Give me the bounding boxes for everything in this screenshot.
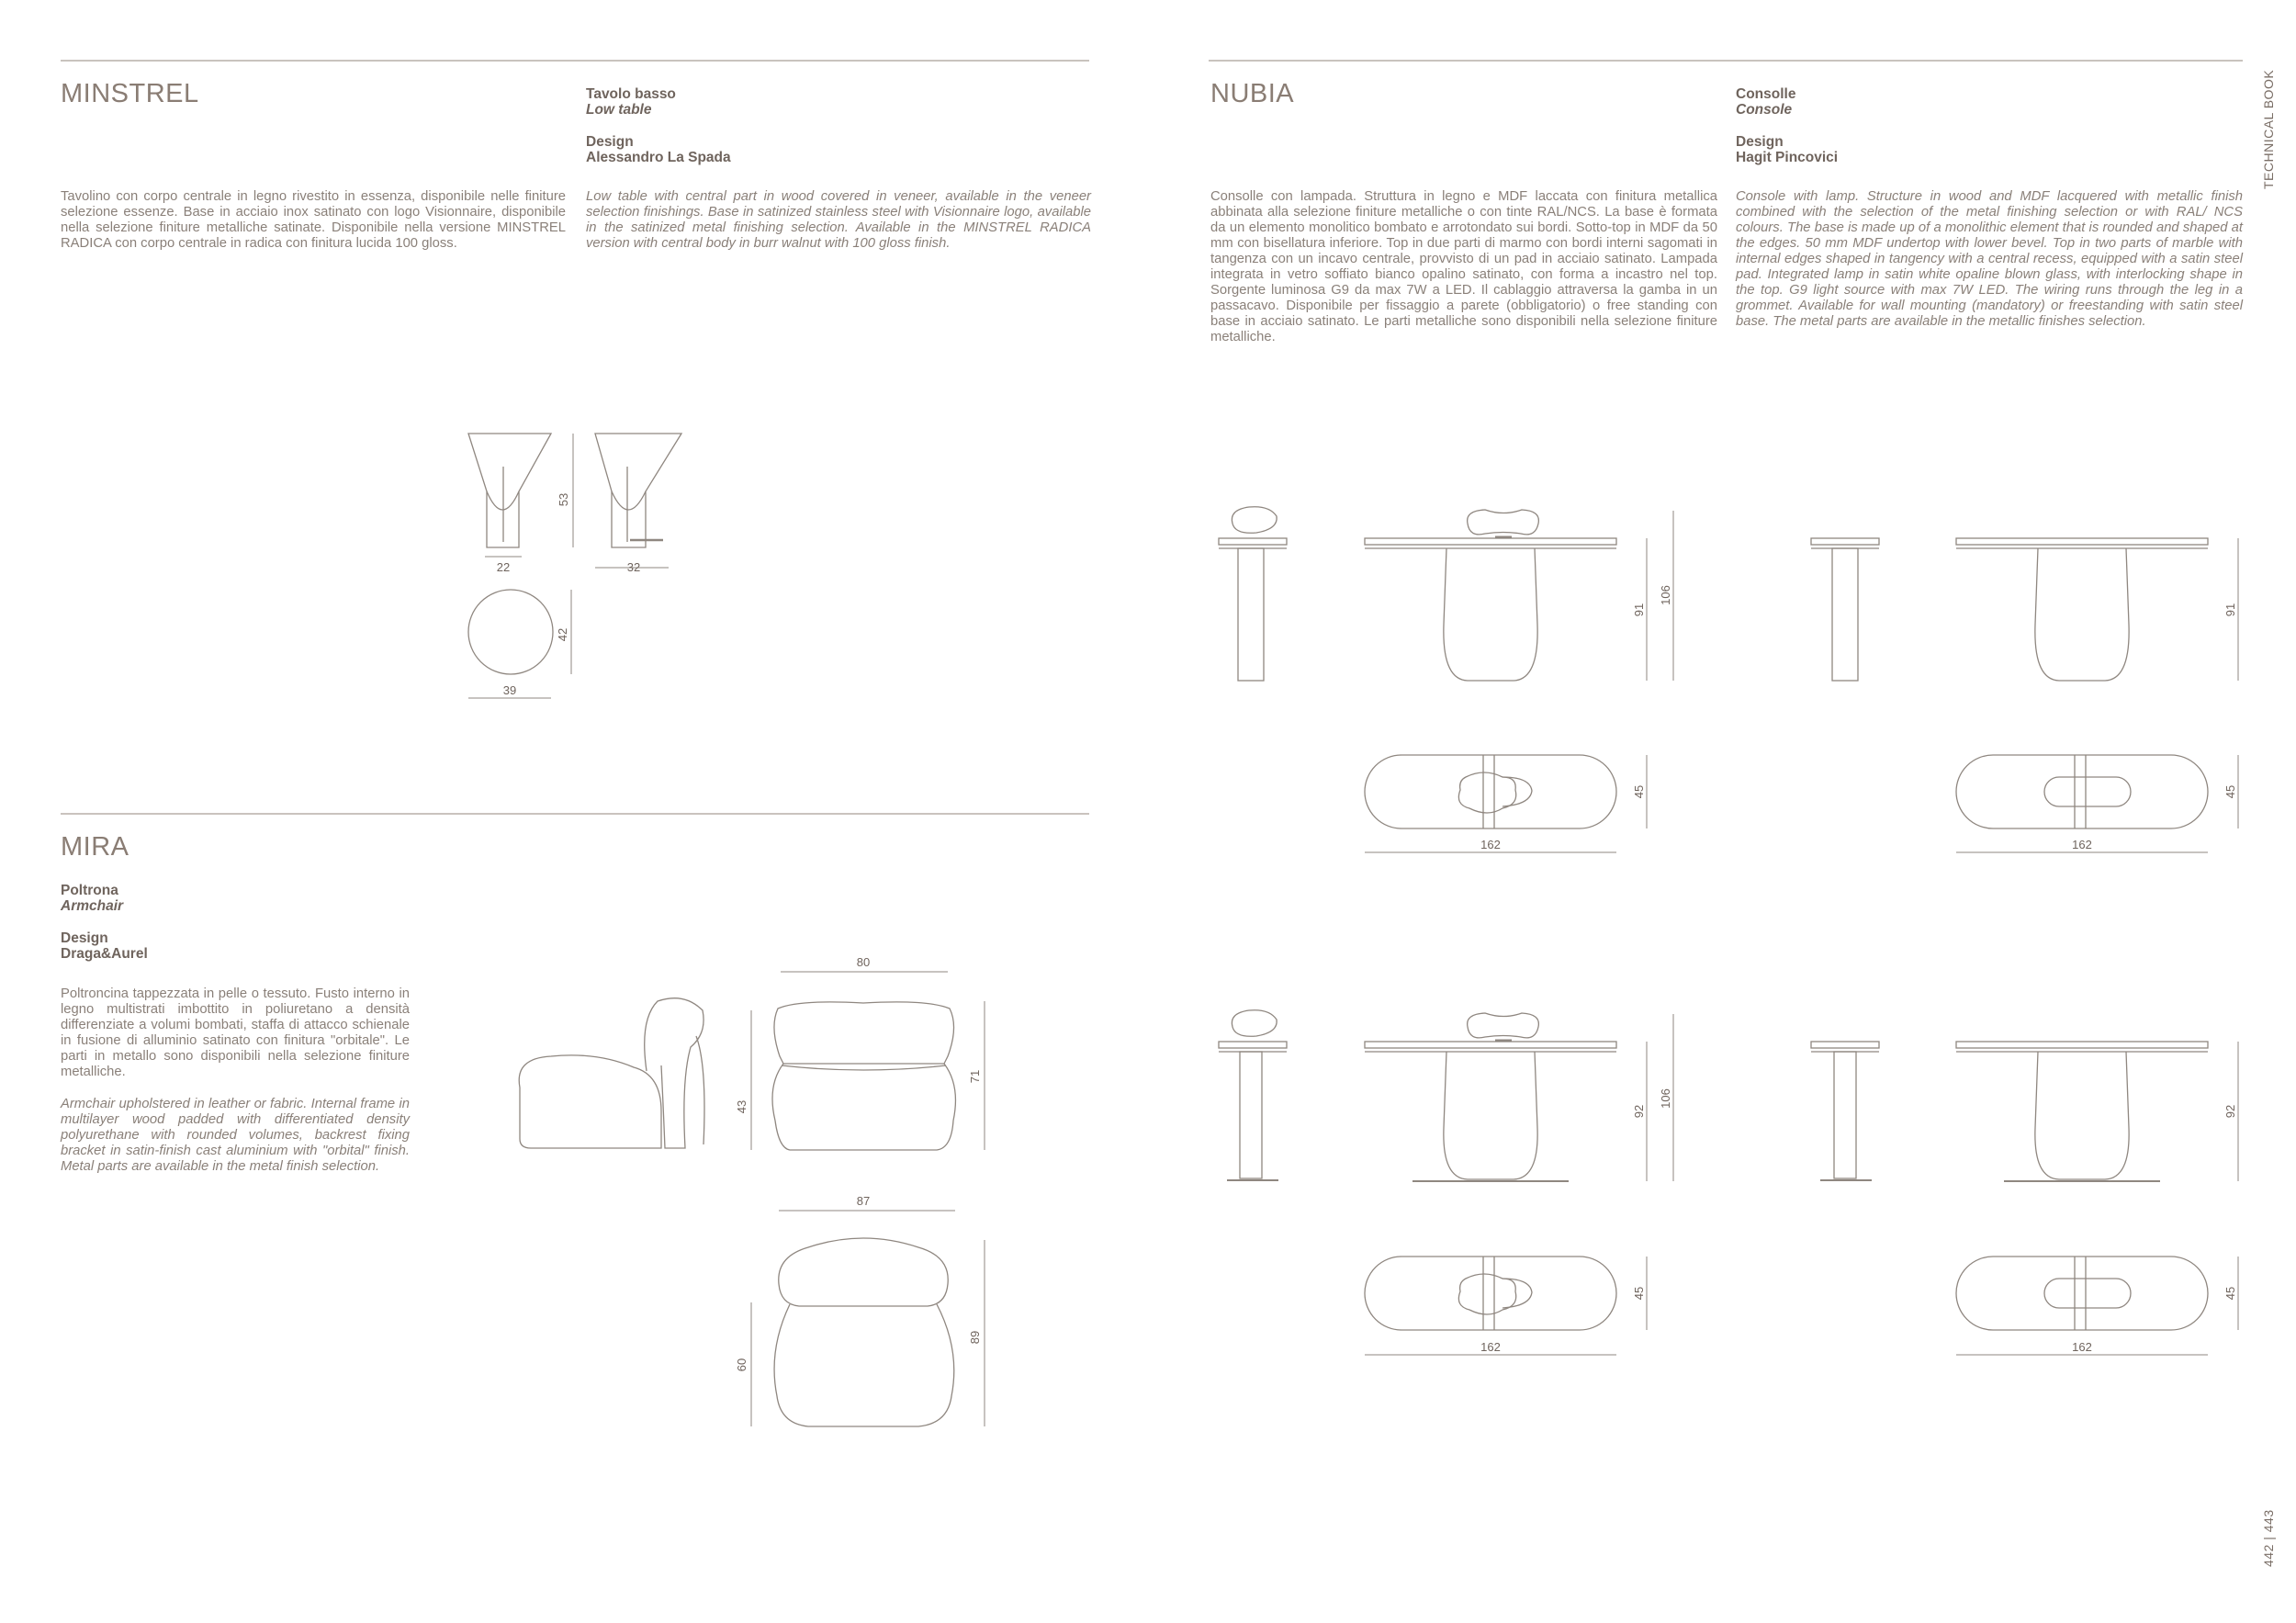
nubia-b-top-view (1956, 755, 2208, 828)
category-en: Console (1736, 102, 1793, 118)
dim-nubia-b-w: 162 (2072, 838, 2092, 851)
dim-mira-d-seat: 60 (735, 1358, 748, 1372)
dim-nubia-a-w: 162 (1480, 838, 1501, 851)
minstrel-front-view (468, 434, 551, 547)
designer-name: Draga&Aurel (61, 946, 148, 962)
dim-minstrel-w2: 32 (626, 560, 641, 574)
nubia-a-side-view (1219, 507, 1287, 681)
page-numbers: 442 | 443 (2261, 1509, 2276, 1567)
nubia-b-dimension-lines (1956, 538, 2238, 852)
nubia-b-side-view (1811, 538, 1879, 681)
minstrel-side-view (595, 434, 681, 547)
description-it-mira: Poltroncina tappezzata in pelle o tessuto. Fusto interno in legno multistrati imbottito in poliuretano a densità differenziate a volumi bombati, staffa di attacco schienale in fusione di alluminio satinato con finitura "orbitale". Le parti in metallo sono disponibili nella selezione finiture metalliche. (61, 986, 410, 1079)
description-it-minstrel: Tavolino con corpo centrale in legno rivestito in essenza, disponibile nelle finiture selezione essenze. Base in acciaio inox satinato con logo Visionnaire, disponibile nella selezione finiture metalliche satinate. Disponibile nella versione MINSTREL RADICA con corpo centrale in radica con finitura lucida 100 gloss. (61, 189, 566, 251)
category-it: Consolle (1736, 86, 1796, 102)
dim-minstrel-h: 53 (557, 492, 570, 507)
mira-side-view (519, 998, 704, 1148)
section-label: TECHNICAL BOOK (2261, 69, 2276, 189)
nubia-a-dimension-lines (1365, 511, 1673, 852)
design-label: Design (586, 134, 634, 150)
dim-nubia-c-d: 45 (1632, 1286, 1646, 1301)
dim-mira-w-plan: 87 (856, 1194, 871, 1208)
nubia-c-dimension-lines (1365, 1014, 1673, 1355)
designer-name: Alessandro La Spada (586, 150, 731, 165)
dim-nubia-c-h: 92 (1632, 1104, 1646, 1119)
category-it: Tavolo basso (586, 86, 676, 102)
dim-mira-h: 71 (968, 1069, 982, 1084)
nubia-d-front-view (1956, 1042, 2208, 1181)
dim-minstrel-top-w: 39 (502, 683, 517, 697)
category-en: Armchair (61, 898, 124, 914)
product-title-mira: MIRA (61, 832, 129, 862)
nubia-c-front-view (1365, 1013, 1616, 1181)
mira-front-view (772, 1002, 955, 1150)
design-label: Design (61, 930, 108, 946)
minstrel-top-view (468, 590, 553, 674)
nubia-c-side-view (1219, 1010, 1287, 1180)
nubia-c-top-view (1365, 1257, 1616, 1330)
dim-nubia-b-h: 91 (2223, 603, 2237, 617)
description-en-minstrel: Low table with central part in wood covered in veneer, available in the veneer selection finishings. Base in satinized stainless steel with Visionnaire logo, available in the satinized metal finishing selection. Available in the MINSTREL RADICA version with central body in burr walnut with 100 gloss finish. (586, 189, 1091, 251)
dim-nubia-a-h-lamp: 106 (1659, 585, 1672, 605)
dim-minstrel-top-d: 42 (556, 627, 569, 642)
dim-mira-d: 89 (968, 1330, 982, 1345)
dim-nubia-d-w: 162 (2072, 1340, 2092, 1354)
dim-nubia-a-d: 45 (1632, 784, 1646, 799)
dim-nubia-a-h: 91 (1632, 603, 1646, 617)
dim-nubia-d-d: 45 (2223, 1286, 2237, 1301)
nubia-d-top-view (1956, 1257, 2208, 1330)
description-it-nubia: Consolle con lampada. Struttura in legno e MDF laccata con finitura metallica abbinata alla selezione finiture metalliche o con tinte RAL/NCS. La base è formata da un elemento monolitico bombato e arrotondato sui bordi. Sotto-top in MDF da 50 mm con bisellatura inferiore. Top in due parti di marmo con bordi interni sagomati in tangenza con un incavo centrale, provvisto di un pad in acciaio satinato. Lampada integrata in vetro soffiato bianco opalino satinato, con forma a incastro nel top. Sorgente luminosa G9 da max 7W a LED. Il cablaggio attraversa la gamba in un passacavo. Disponibile per fissaggio a parete (obbligatorio) o free standing con base in acciaio satinato. Le parti metalliche sono disponibili nella selezione finiture metalliche. (1210, 189, 1717, 344)
designer-name: Hagit Pincovici (1736, 150, 1839, 165)
dim-nubia-b-d: 45 (2223, 784, 2237, 799)
dim-minstrel-w1: 22 (496, 560, 511, 574)
description-en-mira: Armchair upholstered in leather or fabric. Internal frame in multilayer wood padded with differentiated density polyurethane with rounded volumes, backrest fixing bracket in satin-finish cast aluminium with "orbital" finish. Metal parts are available in the metal finish selection. (61, 1097, 410, 1174)
category-it: Poltrona (61, 883, 118, 898)
dim-mira-w-front: 80 (856, 955, 871, 969)
category-en: Low table (586, 102, 652, 118)
description-en-nubia: Console with lamp. Structure in wood and MDF lacquered with metallic finish combined with the selection of the metal finishing selection or with RAL/ NCS colours. The base is made up of a monolithic element that is rounded and shaped at the edges. 50 mm MDF undertop with lower bevel. Top in two parts of marble with internal edges shaped in tangency with a central recess, equipped with a satin steel pad. Integrated lamp in satin white opaline blown glass, with interlocking shape in the top. G9 light source with max 7W LED. The wiring runs through the leg in a grommet. Available for wall mounting (mandatory) or freestanding with satin steel base. The metal parts are available in the metallic finishes selection. (1736, 189, 2243, 329)
dim-nubia-d-h: 92 (2223, 1104, 2237, 1119)
nubia-a-front-view (1365, 510, 1616, 681)
dim-mira-seat-h: 43 (735, 1099, 748, 1114)
nubia-d-side-view (1811, 1042, 1879, 1180)
mira-plan-view (774, 1238, 954, 1426)
dim-nubia-c-h-lamp: 106 (1659, 1088, 1672, 1109)
design-label: Design (1736, 134, 1784, 150)
product-title-nubia: NUBIA (1210, 79, 1295, 108)
dim-nubia-c-w: 162 (1480, 1340, 1501, 1354)
nubia-a-top-view (1365, 755, 1616, 828)
product-title-minstrel: MINSTREL (61, 79, 199, 108)
nubia-b-front-view (1956, 538, 2208, 681)
